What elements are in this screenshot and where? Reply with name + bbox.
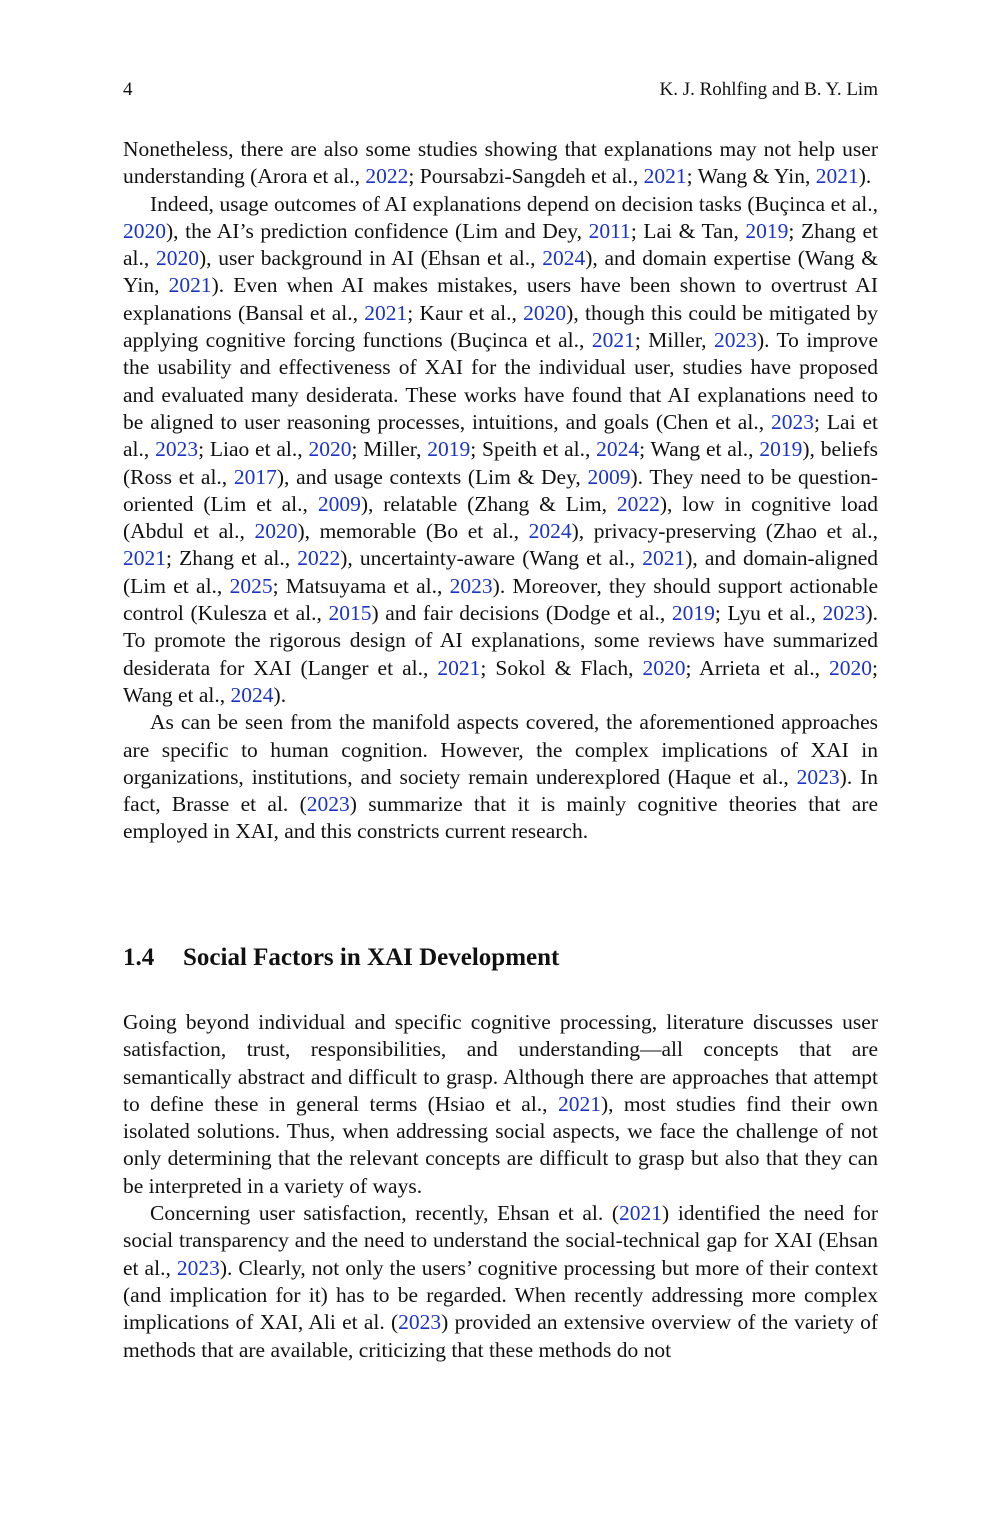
paragraph-text: Indeed, usage outcomes of AI explanations depend on decision tasks (Buçinca et al., xyxy=(150,191,878,216)
paragraph-text: ). In fact, Brasse et al. ( xyxy=(123,764,878,817)
citation-year-link[interactable]: 2020 xyxy=(829,655,873,680)
citation-year-link[interactable]: 2020 xyxy=(642,655,686,680)
citation-year-link[interactable]: 2020 xyxy=(308,437,352,462)
citation-year-link[interactable]: 2024 xyxy=(542,246,586,271)
paragraph-text: ; Lai & Tan, xyxy=(630,218,746,243)
paragraph-text: ; Lai et al., xyxy=(123,409,879,462)
paragraph-text: ). They need to be question-oriented (Lim et al., xyxy=(123,464,878,516)
citation-year-link[interactable]: 2021 xyxy=(437,655,481,680)
paragraph-text: ), though this could be mitigated by applying cognitive forcing functions (Buçinca et al., xyxy=(123,300,878,353)
citation-year-link[interactable]: 2024 xyxy=(596,437,640,462)
citation-year-link[interactable]: 2021 xyxy=(123,546,166,571)
paragraph-text: ), and domain expertise (Wang & Yin, xyxy=(123,246,878,298)
paragraph-text: ; Zhang et al., xyxy=(123,218,878,271)
paragraph xyxy=(123,709,878,845)
paragraph-text: ) identified the need for social transparency and the need to understand the social-technical gap for XAI (Ehsan et al., xyxy=(123,1201,878,1280)
paragraph-text: Concerning user satisfaction, recently, Ehsan et al. ( xyxy=(150,1201,620,1226)
paragraph xyxy=(123,1200,878,1364)
paragraph xyxy=(123,1009,878,1200)
citation-year-link[interactable]: 2023 xyxy=(306,792,350,817)
citation-year-link[interactable]: 2009 xyxy=(317,491,361,516)
citation-year-link[interactable]: 2021 xyxy=(643,164,687,189)
citation-year-link[interactable]: 2021 xyxy=(619,1201,663,1226)
paragraph xyxy=(123,136,878,191)
paragraph-text: ). To improve the usability and effectiveness of XAI for the individual user, studies have proposed and evaluated many desiderata. These works have found that AI explanations need to be aligned to user reasoning processes, intuitions, and goals (Chen et al., xyxy=(123,328,878,434)
paragraph-text: ), the AI’s prediction confidence (Lim and Dey, xyxy=(166,218,589,243)
citation-year-link[interactable]: 2022 xyxy=(616,491,660,516)
citation-year-link[interactable]: 2021 xyxy=(168,273,212,298)
paragraph-text: ; Wang et al., xyxy=(123,655,878,707)
paragraph-text: ; Sokol & Flach, xyxy=(480,655,643,680)
citation-year-link[interactable]: 2020 xyxy=(123,218,166,243)
paragraph-text: ; Poursabzi-Sangdeh et al., xyxy=(408,164,644,189)
page-number: 4 xyxy=(123,79,133,100)
paragraph-text: ) and fair decisions (Dodge et al., xyxy=(371,601,672,626)
running-head-authors: K. J. Rohlfing and B. Y. Lim xyxy=(659,79,878,100)
paragraph-text: ), uncertainty-aware (Wang et al., xyxy=(340,546,643,571)
paragraph-text: ), low in cognitive load (Abdul et al., xyxy=(123,491,878,544)
citation-year-link[interactable]: 2017 xyxy=(233,464,277,489)
citation-year-link[interactable]: 2009 xyxy=(587,464,631,489)
paragraph-text: Nonetheless, there are also some studies showing that explanations may not help user understanding (Arora et al., xyxy=(123,137,878,189)
paragraph-text: ; Arrieta et al., xyxy=(685,655,830,680)
section-heading xyxy=(123,942,559,974)
citation-year-link[interactable]: 2022 xyxy=(365,164,409,189)
paragraph-text: ), memorable (Bo et al., xyxy=(297,519,529,544)
paragraph-text: As can be seen from the manifold aspects covered, the aforementioned approaches are specific to human cognition. However, the complex implications of XAI in organizations, institutions, and society remain underexplored (Haque et al., xyxy=(123,710,878,789)
citation-year-link[interactable]: 2023 xyxy=(398,1310,442,1335)
paragraph-text: ). Even when AI makes mistakes, users have been shown to overtrust AI explanations (Bansal et al., xyxy=(123,273,878,325)
paragraph-text: ), most studies find their own isolated solutions. Thus, when addressing social aspects, we face the challenge of not only determining that the relevant concepts are difficult to grasp but also that they can be interpreted in a variety of ways. xyxy=(123,1091,878,1198)
paragraph-text: ). xyxy=(273,682,287,707)
paragraph-text: ; Matsuyama et al., xyxy=(272,573,450,598)
citation-year-link[interactable]: 2011 xyxy=(588,218,631,243)
paragraph-text: ; Wang et al., xyxy=(639,437,760,462)
paragraph-text: ). Moreover, they should support actionable control (Kulesza et al., xyxy=(123,573,878,626)
citation-year-link[interactable]: 2023 xyxy=(796,764,840,789)
citation-year-link[interactable]: 2023 xyxy=(155,437,199,462)
paragraph-text: ). xyxy=(858,164,872,189)
paragraph-text: ; Zhang et al., xyxy=(166,546,298,571)
body-text-after-section xyxy=(123,1009,878,1364)
paragraph-text: ) summarize that it is mainly cognitive theories that are employed in XAI, and this constricts current research. xyxy=(123,792,879,844)
paragraph-text: ). To promote the rigorous design of AI explanations, some reviews have summarized desiderata for XAI (Langer et al., xyxy=(123,601,878,680)
paragraph-text: ). Clearly, not only the users’ cognitive processing but more of their context (and implication for it) has to be regarded. When recently addressing more complex implications of XAI, Ali et al. ( xyxy=(123,1255,878,1335)
citation-year-link[interactable]: 2023 xyxy=(449,573,493,598)
paragraph-text: ; Miller, xyxy=(351,437,428,462)
section-number: 1.4 xyxy=(123,944,155,971)
paragraph-text: Going beyond individual and specific cognitive processing, literature discusses user satisfaction, trust, responsibilities, and understanding—all concepts that are semantically abstract and difficult to grasp. Although there are approaches that attempt to define these in general terms (Hsiao et al., xyxy=(123,1010,878,1116)
citation-year-link[interactable]: 2021 xyxy=(591,328,635,353)
citation-year-link[interactable]: 2019 xyxy=(745,218,789,243)
paragraph-text: ), user background in AI (Ehsan et al., xyxy=(198,246,543,271)
citation-year-link[interactable]: 2015 xyxy=(328,601,372,626)
citation-year-link[interactable]: 2023 xyxy=(771,409,814,434)
paragraph-text: ; Speith et al., xyxy=(470,437,597,462)
section-title: Social Factors in XAI Development xyxy=(183,944,560,971)
citation-year-link[interactable]: 2022 xyxy=(297,546,341,571)
citation-year-link[interactable]: 2023 xyxy=(176,1255,220,1280)
paragraph-text: ), beliefs (Ross et al., xyxy=(123,437,879,489)
paragraph-text: ), and domain-aligned (Lim et al., xyxy=(123,546,878,598)
citation-year-link[interactable]: 2020 xyxy=(523,300,567,325)
paragraph-text: ; Wang & Yin, xyxy=(686,164,816,189)
paragraph-text: ; Liao et al., xyxy=(198,437,309,462)
citation-year-link[interactable]: 2021 xyxy=(364,300,408,325)
citation-year-link[interactable]: 2023 xyxy=(713,328,757,353)
citation-year-link[interactable]: 2019 xyxy=(759,437,803,462)
paragraph-text: ; Miller, xyxy=(634,328,714,353)
citation-year-link[interactable]: 2024 xyxy=(230,682,274,707)
citation-year-link[interactable]: 2021 xyxy=(557,1091,601,1116)
paragraph-text: ) provided an extensive overview of the variety of methods that are available, criticizing that these methods do not xyxy=(123,1310,878,1362)
citation-year-link[interactable]: 2021 xyxy=(642,546,686,571)
paragraph-text: ; Kaur et al., xyxy=(407,300,524,325)
citation-year-link[interactable]: 2019 xyxy=(671,601,715,626)
paragraph-text: ; Lyu et al., xyxy=(714,601,823,626)
citation-year-link[interactable]: 2021 xyxy=(815,164,859,189)
citation-year-link[interactable]: 2019 xyxy=(427,437,471,462)
paragraph-text: ), relatable (Zhang & Lim, xyxy=(360,491,617,516)
paragraph-text: ), privacy-preserving (Zhao et al., xyxy=(571,519,878,544)
citation-year-link[interactable]: 2023 xyxy=(822,601,866,626)
citation-year-link[interactable]: 2025 xyxy=(229,573,273,598)
body-text-before-section xyxy=(123,136,878,846)
citation-year-link[interactable]: 2020 xyxy=(155,246,199,271)
citation-year-link[interactable]: 2020 xyxy=(254,519,298,544)
paragraph xyxy=(123,191,878,710)
citation-year-link[interactable]: 2024 xyxy=(528,519,572,544)
paragraph-text: ), and usage contexts (Lim & Dey, xyxy=(276,464,588,489)
